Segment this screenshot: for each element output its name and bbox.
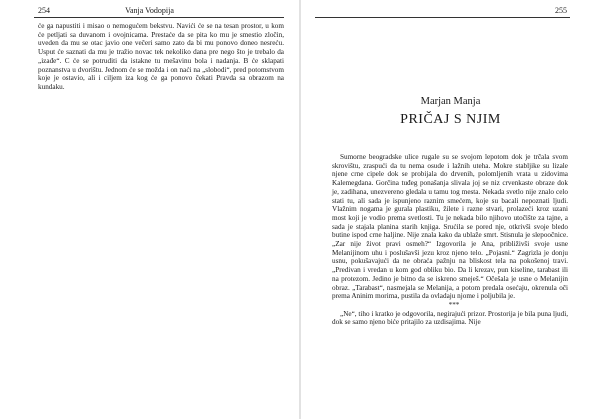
header-rule	[315, 17, 570, 18]
page-number: 254	[38, 6, 50, 15]
right-body-text	[332, 153, 568, 327]
left-page	[0, 0, 299, 419]
right-page	[301, 0, 600, 419]
page-number: 255	[555, 6, 567, 15]
paragraph: „Ne“, tiho i kratko je odgovorila, negirajući prizor. Prostorija je bila puna ljudi, dok se samo njeno biće pritajilo za uzdisajima. Nije	[332, 309, 568, 327]
story-author: Marjan Manja	[420, 96, 481, 107]
header-rule	[34, 17, 284, 18]
paragraph: će ga napustiti i misao o nemogućem bekstvu. Navići će se na tesan prostor, u kom će petljati sa duvanom i ovojnicama. Prestaće da se pita ko mu je smestio zločin, uveden da mu se otac javio one večeri samo zato da bi mu ponovo doneo nesreću. Usput će saznati da mu je tražio novac tek nekoliko dana pre nego što je trebalo da „izađe“. C će se potruditi da istakne tu mešavinu bola i nadanja. B će sklapati poznanstva u dvorištu. Jednom će se možda i on naći na „slobodi“, pred potomstvom koje je ostavio, ali i ciljem iza kog će ga ponovo čekati Pravda sa obrazom na kundaku.	[38, 22, 284, 91]
running-title: Vanja Vodopija	[125, 6, 174, 15]
section-break: ***	[448, 300, 460, 309]
left-body-text	[38, 22, 284, 92]
paragraph: Sumorne beogradske ulice rugale su se svojom lepotom dok je trčala svom skrovištu, zraspući da tu nema osude i lažnih uteha. Mokre stabljike su lizale njene crne cipele dok se probijala do drvenih, polomljenih vrata u zidovima Kalemegdana. Gorčina tuđeg ponašanja slivala joj se niz crvenkaste obraze dok je, zadihana, unezvereno gledala u tamu tog mesta. Nekada svetlo nije znalo celo stati tu, ali sada je ispunjeno raznim smećem, koje su bacali nepoznati ljudi. Vlažnim nogama je gurala plastiku, žilete i razne stvari, prolazeći kroz uzani most koji je vodio prema svetlosti. Tu je nekada bilo njihovo utočište za tajne, a sada je stajala planina starih knjiga. Srućila se pored nje, otkrivši svoje bledo butine ispod crne haljine. Nije znala kako da ublaže smrt. Stisnula je slepoočnice. „Zar nije život pravi osmeh?“ Izgovorila je Ana, približivši svoje usne Melanijinom uhu i poslušavši jezu kroz njeno telo. „Pojasni.“ Zagrizla je donju usnu, pokušavajući da ne obraća pažnju na bliskost tela na pokošenoj travi. „Predivan i vredan u kom god obliku bio. Da li krezav, pun kiseline, tarabast ili na protezom. Jedino je bitno da se iskreno smeješ.“ Očešala je usne o Melanijin obraz. „Tarabast“, nasmejala se Melanija, a potom predala osećaju, okrenula oči prema Aninim morima, pustila da ovladaju njome i poljubila je.	[332, 153, 568, 301]
story-title: PRIČAJ S NJIM	[400, 112, 501, 127]
